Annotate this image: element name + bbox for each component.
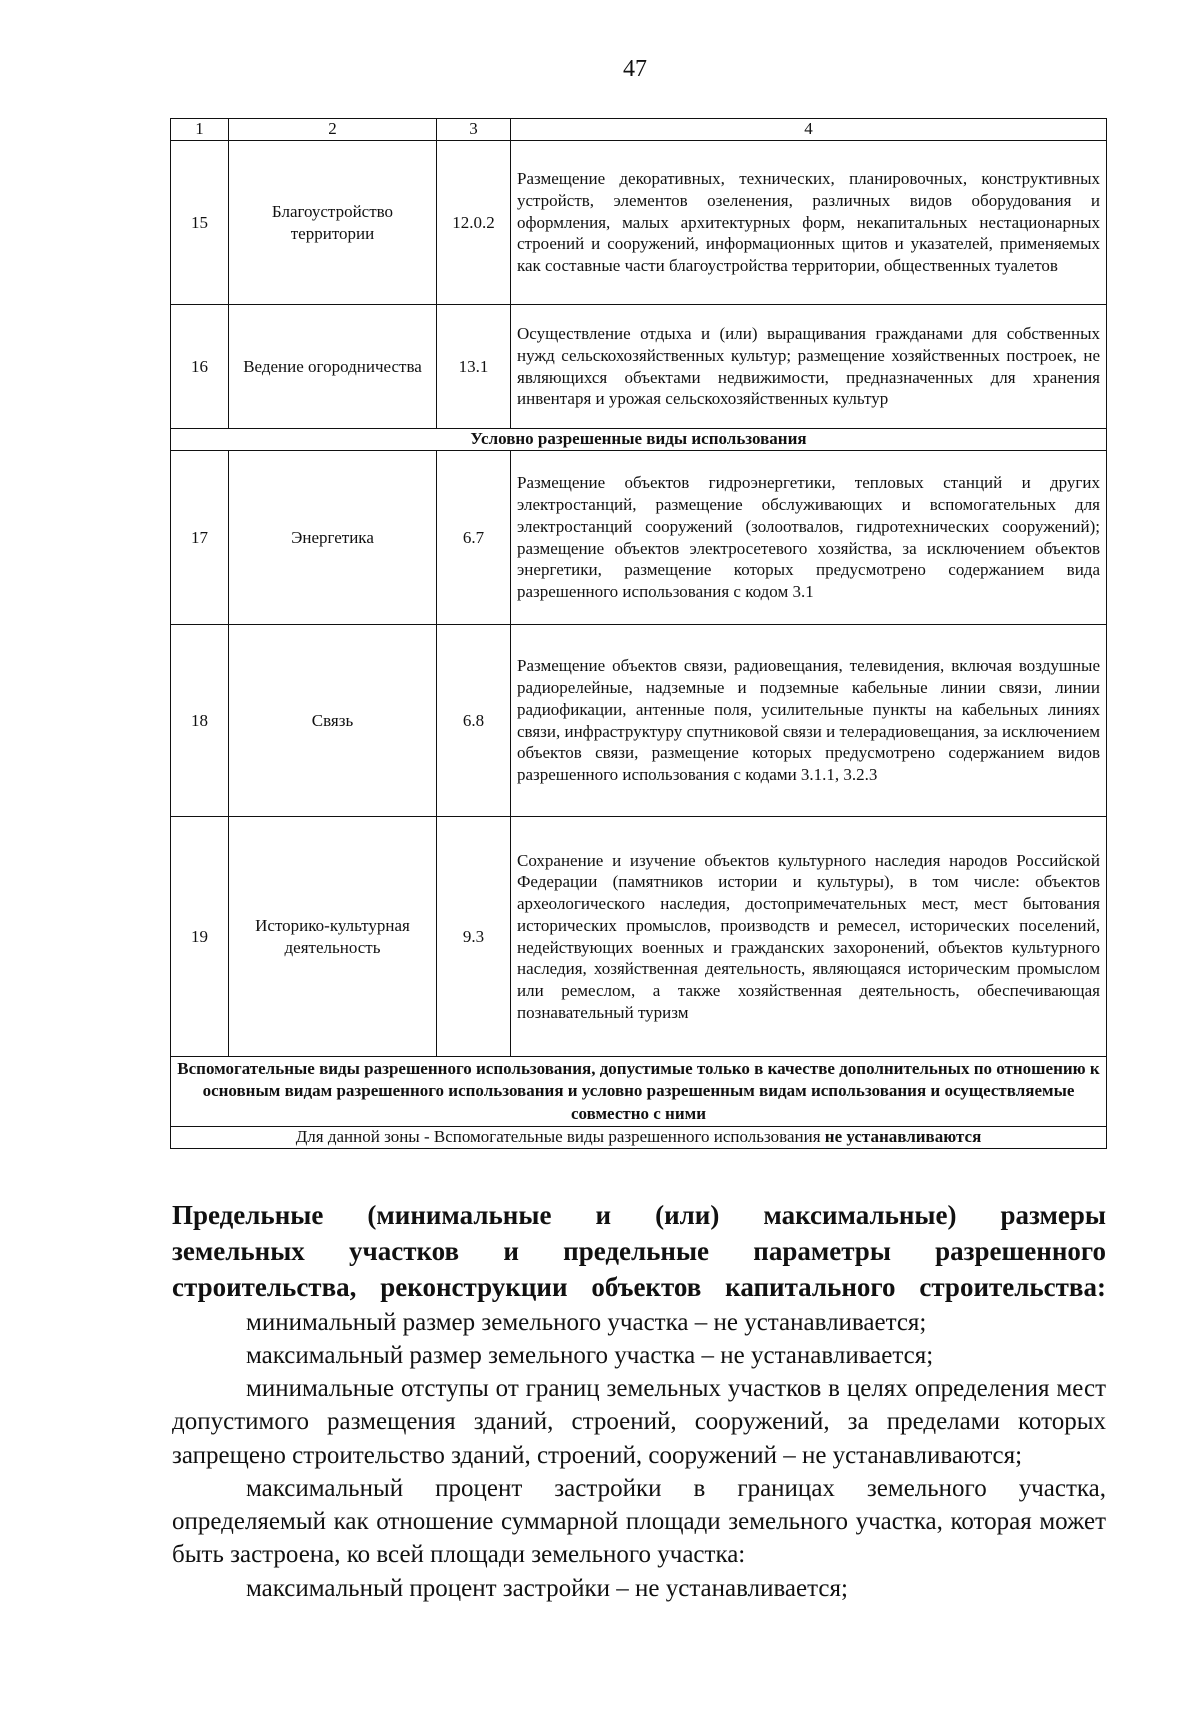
- row-number: 18: [171, 625, 229, 817]
- paragraph: максимальный процент застройки – не устанавливается;: [246, 1574, 848, 1602]
- header-cell: 2: [229, 119, 437, 141]
- heading-line: Предельные (минимальные и (или) максимальные) размеры: [172, 1200, 1106, 1230]
- paragraph: максимальный процент застройки в границах земельного участка, определяемый как отношение суммарной площади земельного участка, которая может быть застроена, ко всей площади земельного участка:: [172, 1474, 1106, 1569]
- table-row: [171, 625, 1107, 817]
- use-code: 6.8: [437, 625, 511, 817]
- section-title: Вспомогательные виды разрешенного использования, допустимые только в качестве дополнительных по отношению к основным видам разрешенного использования и условно разрешенным видам использования и осуществляемые совместно с ними: [171, 1057, 1107, 1127]
- table-row: [171, 141, 1107, 305]
- heading-line: земельных участков и предельные параметры разрешенного: [172, 1235, 1106, 1266]
- paragraph: максимальный размер земельного участка – не устанавливается;: [246, 1341, 934, 1369]
- table-row: [171, 817, 1107, 1057]
- use-code: 13.1: [437, 305, 511, 429]
- header-cell: 3: [437, 119, 511, 141]
- page-number: 47: [623, 56, 647, 82]
- use-code: 6.7: [437, 451, 511, 625]
- note-row: [171, 1127, 1107, 1149]
- row-number: 17: [171, 451, 229, 625]
- paragraph: минимальные отступы от границ земельных участков в целях определения мест допустимого размещения зданий, строений, сооружений, за пределами которых запрещено строительство зданий, строений, сооружений – не устанавливаются;: [172, 1375, 1106, 1469]
- use-name: Энергетика: [229, 451, 437, 625]
- header-cell: 4: [511, 119, 1107, 141]
- row-number: 19: [171, 817, 229, 1057]
- use-name: Связь: [229, 625, 437, 817]
- use-description: Осуществление отдыха и (или) выращивания гражданами для собственных нужд сельскохозяйственных культур; размещение хозяйственных построек, не являющихся объектами недвижимости, предназначенных для хранения инвентаря и урожая сельскохозяйственных культур: [511, 305, 1107, 429]
- land-use-table: [170, 118, 1107, 1149]
- section-row-auxiliary: [171, 1057, 1107, 1127]
- use-name: Историко-культурная деятельность: [229, 817, 437, 1057]
- table-row: [171, 305, 1107, 429]
- note-bold-text: не устанавливаются: [824, 1127, 982, 1147]
- use-code: 9.3: [437, 817, 511, 1057]
- table-row: [171, 451, 1107, 625]
- note-cell: [171, 1127, 1107, 1149]
- heading-line: строительства, реконструкции объектов капитального строительства:: [172, 1271, 1106, 1302]
- section-title: Условно разрешенные виды использования: [171, 429, 1107, 451]
- row-number: 16: [171, 305, 229, 429]
- use-description: Размещение объектов гидроэнергетики, тепловых станций и других электростанций, размещение обслуживающих и вспомогательных для электростанций сооружений (золоотвалов, гидротехнических сооружений); размещение объектов электросетевого хозяйства, за исключением объектов энергетики, размещение которых предусмотрено содержанием вида разрешенного использования с кодом 3.1: [511, 451, 1107, 625]
- table-header-row: [171, 119, 1107, 141]
- row-number: 15: [171, 141, 229, 305]
- use-description: Размещение объектов связи, радиовещания, телевидения, включая воздушные радиорелейные, надземные и подземные кабельные линии связи, линии радиофикации, антенные поля, усилительные пункты на кабельных линиях связи, инфраструктуру спутниковой связи и телерадиовещания, за исключением объектов связи, размещение которых предусмотрено содержанием видов разрешенного использования с кодами 3.1.1, 3.2.3: [511, 625, 1107, 817]
- use-description: Размещение декоративных, технических, планировочных, конструктивных устройств, элементов озеленения, различных видов оборудования и оформления, малых архитектурных форм, некапитальных нестационарных строений и сооружений, информационных щитов и указателей, применяемых как составные части благоустройства территории, общественных туалетов: [511, 141, 1107, 305]
- use-name: Ведение огородничества: [229, 305, 437, 429]
- section-heading: [172, 1198, 1106, 1306]
- paragraph: минимальный размер земельного участка – не устанавливается;: [246, 1308, 927, 1336]
- use-description: Сохранение и изучение объектов культурного наследия народов Российской Федерации (памятников истории и культуры), в том числе: объектов археологического наследия, достопримечательных мест, мест бытования исторических промыслов, производств и ремесел, исторических поселений, недействующих военных и гражданских захоронений, объектов культурного наследия, хозяйственная деятельность, являющаяся историческим промыслом или ремеслом, а также хозяйственная деятельность, обеспечивающая познавательный туризм: [511, 817, 1107, 1057]
- use-name: Благоустройство территории: [229, 141, 437, 305]
- section-row-conditional: [171, 429, 1107, 451]
- note-text: Для данной зоны - Вспомогательные виды разрешенного использования: [295, 1127, 825, 1147]
- use-code: 12.0.2: [437, 141, 511, 305]
- header-cell: 1: [171, 119, 229, 141]
- body-text: [172, 1198, 1106, 1605]
